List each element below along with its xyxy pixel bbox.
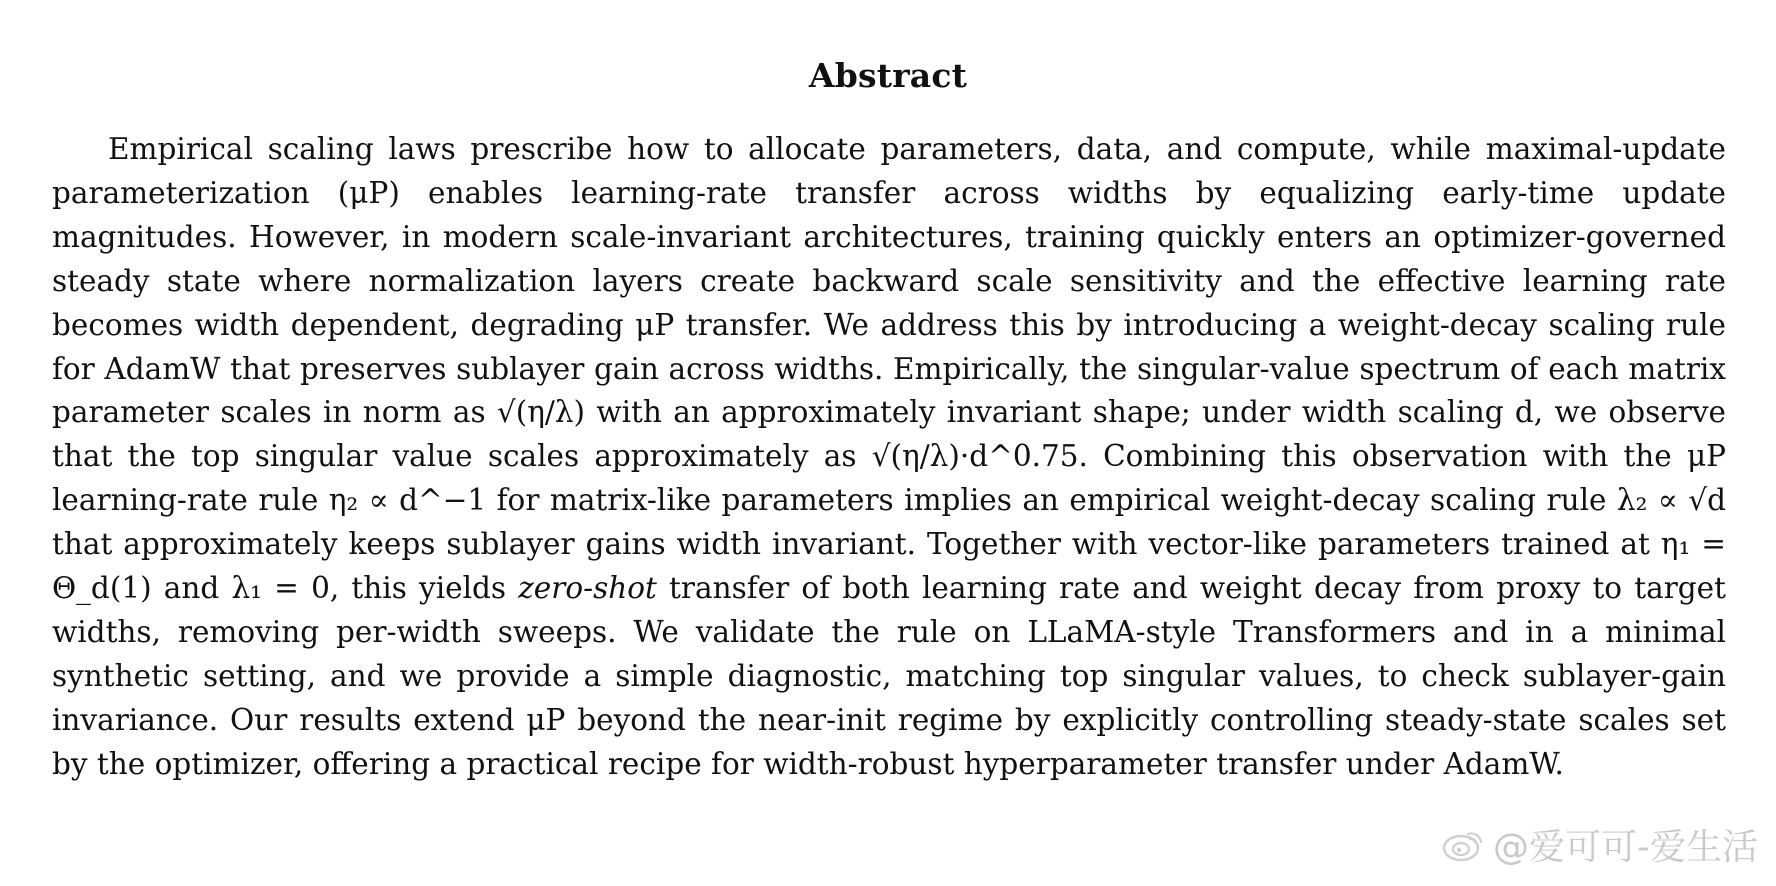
abstract-text-part-1: Empirical scaling laws prescribe how to allocate parameters, data, and compute, while maximal-update parameterization (μP) enables learning-rate transfer across widths by equalizing early-time update magnitudes. However, in modern scale-invariant architectures, training quickly enters an optimizer-governed steady state where normalization layers create backward scale sensitivity and the effective learning rate becomes width dependent, degrading μP transfer. We address this by introducing a weight-decay scaling rule for AdamW that preserves sublayer gain across widths. Empirically, the singular-value spectrum of each matrix parameter scales in norm as √(η/λ) with an approximately invariant shape; under width scaling d, we observe that the top singular value scales approximately as √(η/λ)·d^0.75. Combining this observation with the μP learning-rate rule η₂ ∝ d^−1 for matrix-like parameters implies an empirical weight-decay scaling rule λ₂ ∝ √d that approximately keeps sublayer gains width invariant. Together with vector-like parameters trained at η₁ = Θ_d(1) and λ₁ = 0, this yields <box>52 132 1726 606</box>
watermark-text: @爱可可-爱生活 <box>1493 827 1758 868</box>
abstract-text-part-2: transfer of both learning rate and weight decay from proxy to target widths, removing per-width sweeps. We validate the rule on LLaMA-style Transformers and in a minimal synthetic setting, and we provide a simple diagnostic, matching top singular values, to check sublayer-gain invariance. Our results extend μP beyond the near-init regime by explicitly controlling steady-state scales set by the optimizer, offering a practical recipe for width-robust hyperparameter transfer under AdamW. <box>52 571 1726 781</box>
abstract-paragraph <box>52 128 1726 787</box>
abstract-heading: Abstract <box>808 56 968 95</box>
watermark <box>1441 819 1758 870</box>
weibo-icon <box>1441 826 1485 864</box>
abstract-emphasis-zero-shot: zero-shot <box>518 571 657 606</box>
